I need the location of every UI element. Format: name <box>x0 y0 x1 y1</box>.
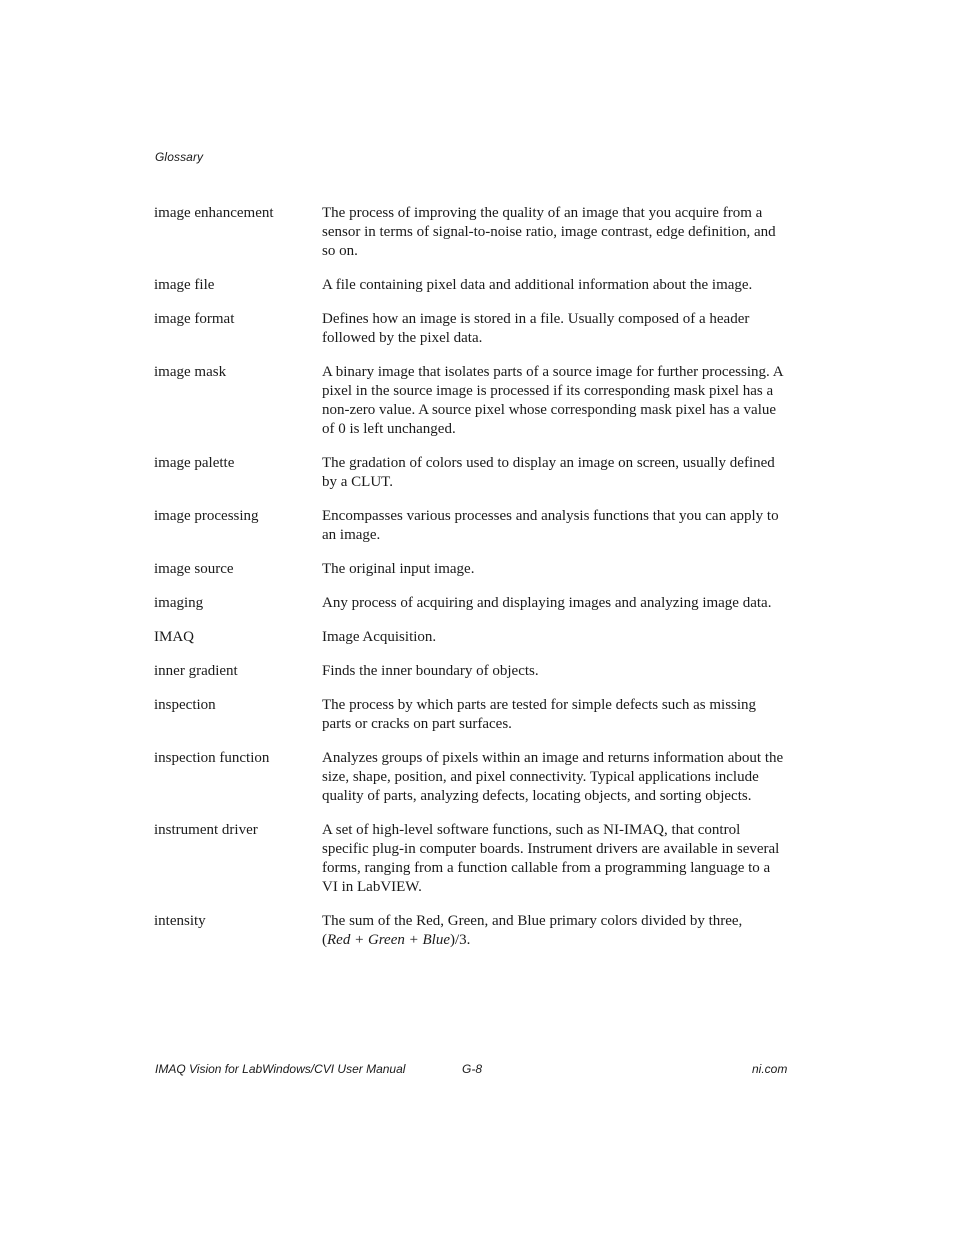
glossary-term: imaging <box>154 595 204 611</box>
glossary-term: image processing <box>154 508 259 524</box>
glossary-entry <box>154 276 794 295</box>
glossary-entry <box>154 749 794 806</box>
glossary-entry <box>154 454 794 492</box>
glossary-entry <box>154 204 794 261</box>
glossary-term: instrument driver <box>154 822 258 838</box>
footer-site: ni.com <box>752 1062 788 1076</box>
glossary-definition: Finds the inner boundary of objects. <box>322 663 539 679</box>
definition-text: The sum of the Red, Green, and Blue primary colors divided by three, <box>322 913 743 929</box>
glossary-definition: Encompasses various processes and analysis functions that you can apply to an image. <box>322 508 779 543</box>
formula-close: )/3. <box>449 932 471 948</box>
formula-open: ( <box>322 932 327 948</box>
glossary-definition: The process by which parts are tested for simple defects such as missing parts or cracks on part surfaces. <box>322 697 757 732</box>
glossary-entry <box>154 628 794 647</box>
glossary-definition: A binary image that isolates parts of a source image for further processing. A pixel in the source image is processed if its corresponding mask pixel has a non-zero value. A source pixel whose corresponding mask pixel has a value of 0 is left unchanged. <box>322 364 783 437</box>
glossary-term: inspection function <box>154 750 270 766</box>
glossary-term: IMAQ <box>154 629 194 645</box>
glossary-entry <box>154 912 794 950</box>
glossary-term: inspection <box>154 697 216 713</box>
glossary-definition: The original input image. <box>322 561 475 577</box>
glossary-entry <box>154 560 794 579</box>
glossary-entry <box>154 363 794 439</box>
glossary-term: image format <box>154 311 235 327</box>
glossary-entry <box>154 310 794 348</box>
glossary-term: image palette <box>154 455 235 471</box>
glossary-entry <box>154 696 794 734</box>
glossary-term: image file <box>154 277 215 293</box>
glossary-term: image enhancement <box>154 205 274 221</box>
glossary-term: inner gradient <box>154 663 238 679</box>
glossary-definition: The gradation of colors used to display an image on screen, usually defined by a CLUT. <box>322 455 775 490</box>
glossary-term: image mask <box>154 364 227 380</box>
glossary-definition: The process of improving the quality of an image that you acquire from a sensor in terms of signal-to-noise ratio, image contrast, edge definition, and so on. <box>322 205 776 259</box>
glossary-list <box>154 204 794 965</box>
glossary-definition: Defines how an image is stored in a file. Usually composed of a header followed by the pixel data. <box>322 311 750 346</box>
footer-manual-title: IMAQ Vision for LabWindows/CVI User Manual <box>155 1062 406 1076</box>
glossary-term: image source <box>154 561 234 577</box>
footer-page-number: G-8 <box>462 1062 483 1076</box>
glossary-entry <box>154 507 794 545</box>
glossary-definition: Image Acquisition. <box>322 629 437 645</box>
glossary-definition: A file containing pixel data and additional information about the image. <box>322 277 753 293</box>
running-head: Glossary <box>155 150 204 164</box>
glossary-definition: Analyzes groups of pixels within an image and returns information about the size, shape, position, and pixel connectivity. Typical applications include quality of parts, analyzing defects, locating objects, and sorting objects. <box>322 750 784 804</box>
formula: Red + Green + Blue <box>327 932 450 948</box>
glossary-entry <box>154 821 794 897</box>
glossary-definition: A set of high-level software functions, such as NI-IMAQ, that control specific plug-in computer boards. Instrument drivers are available in several forms, ranging from a function callable from a programming language to a VI in LabVIEW. <box>322 822 780 895</box>
glossary-definition <box>322 912 787 950</box>
glossary-definition: Any process of acquiring and displaying images and analyzing image data. <box>322 595 772 611</box>
glossary-entry <box>154 594 794 613</box>
glossary-entry <box>154 662 794 681</box>
glossary-term: intensity <box>154 913 206 929</box>
